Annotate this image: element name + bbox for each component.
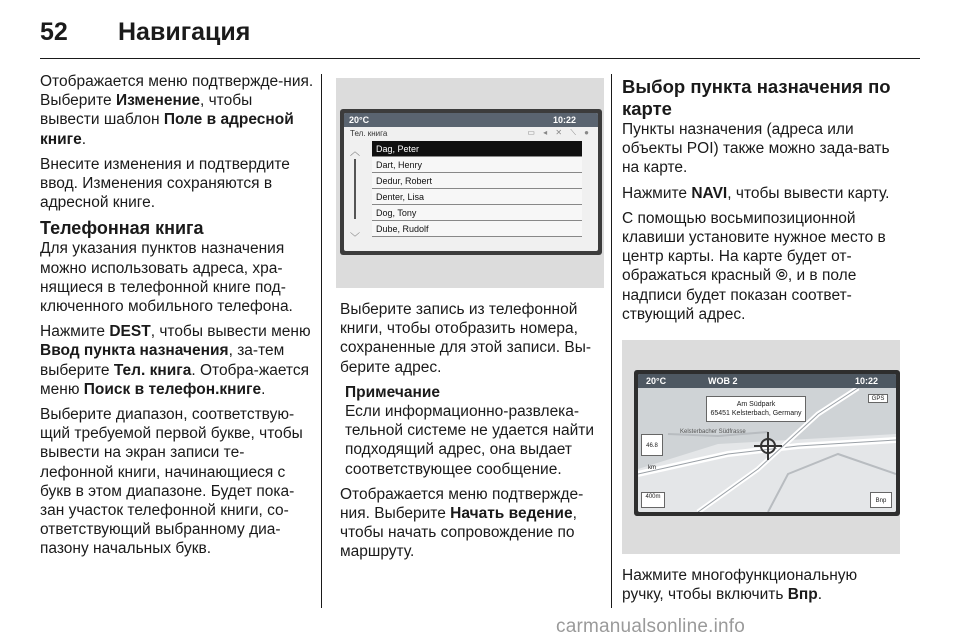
contact-list	[372, 141, 582, 237]
paragraph-press-dest: Нажмите DEST, чтобы вывести меню Ввод пункта назначения, за-тем выберите Тел. книга. Отобра-жается меню Поиск в телефон.книге.	[40, 323, 311, 398]
list-item[interactable]: Dag, Peter	[372, 141, 582, 157]
right-column	[622, 76, 900, 330]
watermark: carmanualsonline.info	[556, 616, 746, 637]
scroll-track	[354, 159, 356, 219]
map-screenshot	[634, 370, 900, 516]
paragraph-confirm-edit: Отображается меню подтвержде-ния. Выберите Изменение, чтобы вывести шаблон Поле в адресной книге.	[40, 73, 314, 148]
paragraph-phonebook-intro: Для указания пунктов назначения можно использовать адреса, хра-нящиеся в телефонной книге под-ключенного мобильного телефона.	[40, 240, 293, 316]
page-header	[40, 16, 920, 60]
list-item[interactable]: Denter, Lisa	[372, 189, 582, 205]
paragraph-select-range: Выберите диапазон, соответствую-щий требуемой первой букве, чтобы вывести на экран записи те-лефонной книги, начинающиеся с букв в этом диапазоне. Будет пока-зан участок телефонной книги, со-ответствующий выбранному диа-пазону начальных букв.	[40, 406, 303, 558]
list-item[interactable]: Dart, Henry	[372, 157, 582, 173]
street-label: Kelsterbacher Südfrasse	[680, 429, 746, 435]
chevron-down-icon[interactable]: ﹀	[350, 233, 360, 244]
clock: 10:22	[552, 115, 576, 125]
column-divider-right	[611, 74, 612, 608]
paragraph-eight-way-key: С помощью восьмипозиционной клавиши установите нужное место в центр карты. На карте будет от-ображаться красный ⦾, и в поле надписи будет показан соответ-ствующий адрес.	[622, 209, 886, 323]
heading-map-destination: Выбор пункта назначения по карте	[622, 76, 891, 119]
column-divider-left	[321, 74, 322, 608]
header-rule	[40, 58, 920, 59]
list-item[interactable]: Dube, Rudolf	[372, 221, 582, 237]
bnp-button[interactable]: Bnp	[870, 492, 892, 508]
page-number: 52	[40, 18, 68, 46]
paragraph-start-guidance: Отображается меню подтвержде-ния. Выберите Начать ведение, чтобы начать сопровождение по маршруту.	[340, 485, 584, 561]
map-crosshair-icon	[754, 432, 782, 460]
temperature: 20°C	[349, 115, 370, 125]
list-scrollbar[interactable]	[349, 143, 361, 243]
left-column	[40, 72, 316, 565]
gps-button[interactable]: GPS	[868, 394, 888, 403]
paragraph-press-knob: Нажмите многофункциональную ручку, чтобы включить Впр.	[622, 567, 858, 604]
clock: 10:22	[854, 376, 878, 386]
right-column-bottom	[622, 566, 900, 610]
note-body: Если информационно-развлека-тельной системе не удается найти подходящий адрес, она выдает соответствующее сообщение.	[345, 403, 595, 478]
map-status-bar	[638, 374, 896, 388]
list-item[interactable]: Dedur, Robert	[372, 173, 582, 189]
page-title: Навигация	[118, 18, 251, 46]
paragraph-save-changes: Внесите изменения и подтвердите ввод. Изменения сохраняются в адресной книге.	[40, 155, 290, 212]
temperature: 20°C	[646, 376, 667, 386]
phone-status-icons: ▭ ◂ ✕ ⟍ ●	[527, 128, 592, 137]
middle-column	[340, 300, 602, 568]
chevron-up-icon[interactable]: ︿	[350, 147, 360, 158]
note-block	[340, 383, 602, 479]
status-bar	[344, 113, 598, 127]
list-item[interactable]: Dog, Tony	[372, 205, 582, 221]
crosshair-icon: ⦾	[775, 267, 788, 285]
note-heading: Примечание	[345, 383, 440, 401]
heading-phonebook: Телефонная книга	[40, 218, 204, 239]
phonebook-breadcrumb: Тел. книга	[350, 129, 388, 138]
map-mode: WOB 2	[708, 376, 738, 386]
phonebook-screenshot	[340, 109, 602, 255]
paragraph-select-entry: Выберите запись из телефонной книги, чтобы отобразить номера, сохраненные для этой записи. Вы-берите адрес.	[340, 301, 592, 376]
map-scale[interactable]: 46.8 km	[641, 434, 663, 456]
distance-indicator: 400m	[641, 492, 665, 508]
paragraph-press-navi: Нажмите NAVI, чтобы вывести карту.	[622, 184, 890, 202]
paragraph-map-intro: Пункты назначения (адреса или объекты POI) также можно зада-вать на карте.	[622, 121, 890, 177]
address-label: Am Südpark 65451 Kelsterbach, Germany	[706, 396, 806, 422]
